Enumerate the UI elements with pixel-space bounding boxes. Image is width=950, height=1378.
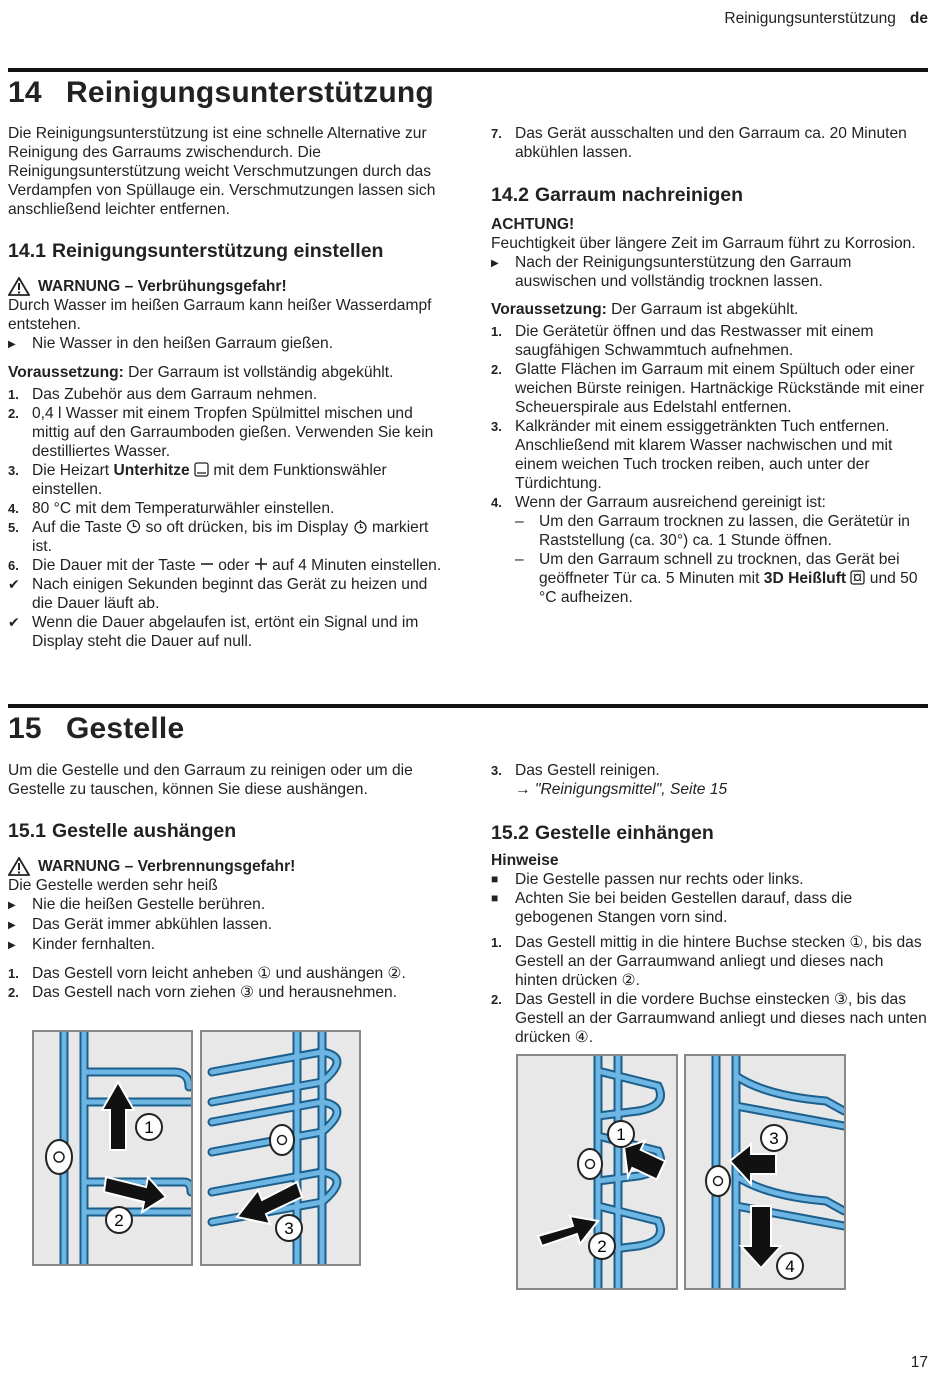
caution-action bbox=[491, 253, 928, 291]
chapter-rule bbox=[8, 704, 928, 708]
triangle-bullet-icon: ▶ bbox=[491, 258, 499, 269]
requirement-text: Der Garraum ist abgekühlt. bbox=[611, 301, 799, 318]
square-bullet-icon: ■ bbox=[491, 891, 499, 905]
check-icon: ✔ bbox=[8, 614, 20, 630]
step-marker: 4. bbox=[491, 495, 502, 510]
step-marker: 7. bbox=[491, 126, 502, 141]
note-1 bbox=[491, 870, 928, 889]
step-6 bbox=[8, 556, 444, 575]
page-number: 17 bbox=[910, 1354, 928, 1371]
step-text: Das Gestell mittig in die hintere Buchse stecken ①, bis das Gestell an der Garraumwand anliegt und dieses nach hinten drücken ②. bbox=[515, 934, 922, 989]
step-marker: 1. bbox=[8, 387, 19, 402]
step-marker: 1. bbox=[491, 935, 502, 950]
running-header bbox=[724, 10, 928, 28]
ch14-intro: Die Reinigungsunterstützung ist eine schnelle Alternative zur Reinigung des Garraums zwischendurch. Die Reinigungsunterstützung weicht Verschmutzungen durch das Verdampfen von Spüllauge ein. Verschmutzungen lassen sich anschließend leichter entfernen. bbox=[8, 125, 436, 218]
result-text: Wenn die Dauer abgelaufen ist, ertönt ein Signal und im Display steht die Dauer auf null. bbox=[32, 614, 419, 650]
step-7 bbox=[491, 124, 928, 162]
substep-text bbox=[539, 550, 928, 607]
note-2 bbox=[491, 889, 928, 927]
heating-mode-name: Unterhitze bbox=[113, 462, 190, 479]
step-marker: 1. bbox=[8, 966, 19, 981]
warning-action bbox=[8, 334, 444, 354]
section-15-1-heading bbox=[8, 819, 448, 843]
minus-icon bbox=[200, 557, 214, 571]
step-marker: 2. bbox=[491, 992, 502, 1007]
step-marker: 2. bbox=[8, 406, 19, 421]
step-text: Das Gerät ausschalten und den Garraum ca. 20 Minuten abkühlen lassen. bbox=[515, 125, 907, 161]
triangle-bullet-icon: ▶ bbox=[8, 940, 16, 951]
step-1 bbox=[8, 385, 444, 404]
plus-icon bbox=[254, 557, 268, 571]
step5-part-b: so oft drücken, bis im Display bbox=[145, 519, 349, 536]
step-marker: 1. bbox=[491, 324, 502, 339]
chapter-title: Reinigungsunterstützung bbox=[66, 76, 434, 109]
step-text: Das Zubehör aus dem Garraum nehmen. bbox=[32, 386, 318, 403]
step6-part-b: oder bbox=[218, 557, 250, 574]
step-3 bbox=[8, 461, 444, 499]
section-number: 15.1 bbox=[8, 820, 46, 842]
ch15-left-column bbox=[8, 761, 448, 1002]
chapter-number: 14 bbox=[8, 76, 42, 109]
step-marker: 2. bbox=[491, 362, 502, 377]
timer-icon bbox=[353, 519, 368, 534]
chapter-14-heading bbox=[8, 76, 434, 110]
step-1 bbox=[491, 933, 928, 990]
note-text: Achten Sie bei beiden Gestellen darauf, dass die gebogenen Stangen vorn sind. bbox=[515, 890, 853, 926]
requirement bbox=[8, 363, 444, 382]
triangle-bullet-icon: ▶ bbox=[8, 900, 16, 911]
check-icon: ✔ bbox=[8, 576, 20, 592]
clock-icon bbox=[126, 519, 141, 534]
step6-part-c: auf 4 Minuten einstellen. bbox=[272, 557, 442, 574]
warning-action-text: Nie Wasser in den heißen Garraum gießen. bbox=[32, 335, 334, 352]
note-text: Die Gestelle passen nur rechts oder links. bbox=[515, 871, 804, 888]
step3-part-c: mit dem Funktionswähler einstellen. bbox=[32, 462, 387, 498]
header-lang: de bbox=[909, 10, 928, 27]
callout-3: 3 bbox=[284, 1219, 294, 1238]
warning-title: WARNUNG – Verbrennungsgefahr! bbox=[38, 858, 296, 875]
dash-bullet: – bbox=[515, 551, 524, 568]
step-text bbox=[32, 556, 441, 575]
step-text: Das Gestell in die vordere Buchse einstecken ③, bis das Gestell an der Garraumwand anliegt und dieses nach unten drücken ④. bbox=[515, 991, 927, 1046]
step-1 bbox=[491, 322, 928, 360]
section-14-1-heading bbox=[8, 239, 444, 263]
step-marker: 6. bbox=[8, 558, 19, 573]
spacer bbox=[491, 780, 515, 799]
warning-icon bbox=[8, 277, 30, 296]
warning-action-text: Nie die heißen Gestelle berühren. bbox=[32, 896, 266, 913]
result-1 bbox=[8, 575, 444, 613]
section-title: Gestelle einhängen bbox=[534, 822, 714, 844]
figure-rack-remove-2 bbox=[200, 1030, 361, 1266]
step-marker: 3. bbox=[491, 763, 502, 778]
ch15-right-column bbox=[491, 761, 928, 1047]
callout-1: 1 bbox=[616, 1125, 626, 1144]
step-2 bbox=[8, 404, 444, 461]
warning-title: WARNUNG – Verbrühungsgefahr! bbox=[38, 278, 287, 295]
step-3 bbox=[491, 417, 928, 493]
section-number: 14.2 bbox=[491, 184, 529, 206]
warning-action-1 bbox=[8, 895, 448, 915]
section-number: 14.1 bbox=[8, 240, 46, 262]
step-marker: 2. bbox=[8, 985, 19, 1000]
warning-action-2 bbox=[8, 915, 448, 935]
step-text: Glatte Flächen im Garraum mit einem Spültuch oder einer weichen Bürste reinigen. Hartnäckige Rückstände mit einer Scheuerspirale aus Edelstahl entfernen. bbox=[515, 361, 925, 416]
section-title: Garraum nachreinigen bbox=[534, 184, 744, 206]
step-1 bbox=[8, 964, 448, 983]
ch14-right-column bbox=[491, 124, 928, 607]
header-title: Reinigungsunterstützung bbox=[724, 10, 896, 27]
warning-action-text: Das Gerät immer abkühlen lassen. bbox=[32, 916, 273, 933]
section-14-2-heading bbox=[491, 183, 928, 207]
step-text: Die Gerätetür öffnen und das Restwasser mit einem saugfähigen Schwammtuch aufnehmen. bbox=[515, 323, 874, 359]
step-text bbox=[32, 518, 444, 556]
result-text: Nach einigen Sekunden beginnt das Gerät zu heizen und die Dauer läuft ab. bbox=[32, 576, 428, 612]
chapter-15-heading bbox=[8, 712, 184, 746]
requirement-text: Der Garraum ist vollständig abgekühlt. bbox=[128, 364, 394, 381]
warning-action-3 bbox=[8, 935, 448, 955]
warning-action-text: Kinder fernhalten. bbox=[32, 936, 156, 953]
step-2 bbox=[491, 990, 928, 1047]
step-text: Das Gestell reinigen. bbox=[515, 762, 660, 779]
substep-2 bbox=[515, 550, 928, 607]
step-text: 0,4 l Wasser mit einem Tropfen Spülmittel mischen und mittig auf den Garraumboden gießen. Verwenden Sie kein destilliertes Wasser. bbox=[32, 405, 434, 460]
caution-title: ACHTUNG! bbox=[491, 216, 575, 233]
result-2 bbox=[8, 613, 444, 651]
step-marker: 3. bbox=[491, 419, 502, 434]
chapter-rule bbox=[8, 68, 928, 72]
step-3 bbox=[491, 761, 928, 780]
section-number: 15.2 bbox=[491, 822, 529, 844]
heating-mode-name: 3D Heißluft bbox=[763, 570, 847, 587]
step-text: Das Gestell nach vorn ziehen ③ und herausnehmen. bbox=[32, 984, 398, 1001]
requirement-label: Voraussetzung: bbox=[491, 301, 607, 318]
substep2-part-c: und 50 °C aufheizen. bbox=[539, 570, 918, 606]
step-marker: 3. bbox=[8, 463, 19, 478]
callout-2: 2 bbox=[114, 1211, 124, 1230]
section-title: Reinigungsunterstützung einstellen bbox=[51, 240, 384, 262]
triangle-bullet-icon: ▶ bbox=[8, 339, 16, 350]
triangle-bullet-icon: ▶ bbox=[8, 920, 16, 931]
step-4 bbox=[491, 493, 928, 512]
callout-3: 3 bbox=[769, 1129, 779, 1148]
callout-1: 1 bbox=[144, 1118, 154, 1137]
requirement-label: Voraussetzung: bbox=[8, 364, 124, 381]
callout-2: 2 bbox=[597, 1237, 607, 1256]
step-text: 80 °C mit dem Temperaturwähler einstellen. bbox=[32, 500, 335, 517]
warning-text: Die Gestelle werden sehr heiß bbox=[8, 877, 218, 894]
figure-rack-remove-1 bbox=[32, 1030, 193, 1266]
callout-4: 4 bbox=[785, 1257, 795, 1276]
figure-rack-insert-2 bbox=[684, 1054, 846, 1290]
notes-label: Hinweise bbox=[491, 852, 559, 869]
dash-bullet: – bbox=[515, 513, 524, 530]
step-text: Das Gestell vorn leicht anheben ① und aushängen ②. bbox=[32, 965, 406, 982]
step-5 bbox=[8, 518, 444, 556]
hot-air-icon bbox=[850, 570, 865, 585]
substep2-part-a: Um den Garraum schnell zu trocknen, das Gerät bei geöffneter Tür ca. 5 Minuten mit bbox=[539, 551, 900, 587]
caution-action-text: Nach der Reinigungsunterstützung den Garraum auswischen und vollständig trocknen lassen. bbox=[515, 254, 852, 290]
step-text bbox=[32, 461, 444, 499]
ch14-left-column bbox=[8, 124, 444, 651]
step-text: Wenn der Garraum ausreichend gereinigt ist: bbox=[515, 494, 826, 511]
cross-reference-link[interactable]: → "Reinigungsmittel", Seite 15 bbox=[515, 781, 728, 798]
requirement bbox=[491, 300, 928, 319]
square-bullet-icon: ■ bbox=[491, 872, 499, 886]
chapter-title: Gestelle bbox=[66, 712, 185, 745]
chapter-number: 15 bbox=[8, 712, 42, 745]
caution-text: Feuchtigkeit über längere Zeit im Garraum führt zu Korrosion. bbox=[491, 235, 916, 252]
bottom-heat-icon bbox=[194, 462, 209, 477]
step5-part-a: Auf die Taste bbox=[32, 519, 122, 536]
substep-text: Um den Garraum trocknen zu lassen, die Gerätetür in Raststellung (ca. 30°) ca. 1 Stunde öffnen. bbox=[539, 513, 910, 549]
step-2 bbox=[491, 360, 928, 417]
warning-scald bbox=[8, 277, 444, 296]
step-4 bbox=[8, 499, 444, 518]
step3-part-a: Die Heizart bbox=[32, 462, 110, 479]
step-marker: 4. bbox=[8, 501, 19, 516]
ch15-intro: Um die Gestelle und den Garraum zu reinigen oder um die Gestelle zu tauschen, können Sie diese aushängen. bbox=[8, 762, 413, 798]
warning-burn bbox=[8, 857, 448, 876]
substep-1 bbox=[515, 512, 928, 550]
figure-rack-insert-1 bbox=[516, 1054, 678, 1290]
step-text: Kalkränder mit einem essiggetränkten Tuch entfernen. Anschließend mit klarem Wasser nachwischen und mit einem weichen Tuch trocken reiben, auch unter der Türdichtung. bbox=[515, 418, 893, 492]
warning-icon bbox=[8, 857, 30, 876]
section-15-2-heading bbox=[491, 821, 928, 845]
step5-part-c: markiert ist. bbox=[32, 519, 429, 555]
section-title: Gestelle aushängen bbox=[51, 820, 237, 842]
step6-part-a: Die Dauer mit der Taste bbox=[32, 557, 196, 574]
step-3-reference[interactable] bbox=[491, 780, 928, 799]
warning-text: Durch Wasser im heißen Garraum kann heißer Wasserdampf entstehen. bbox=[8, 297, 432, 333]
step-2 bbox=[8, 983, 448, 1002]
step-marker: 5. bbox=[8, 520, 19, 535]
